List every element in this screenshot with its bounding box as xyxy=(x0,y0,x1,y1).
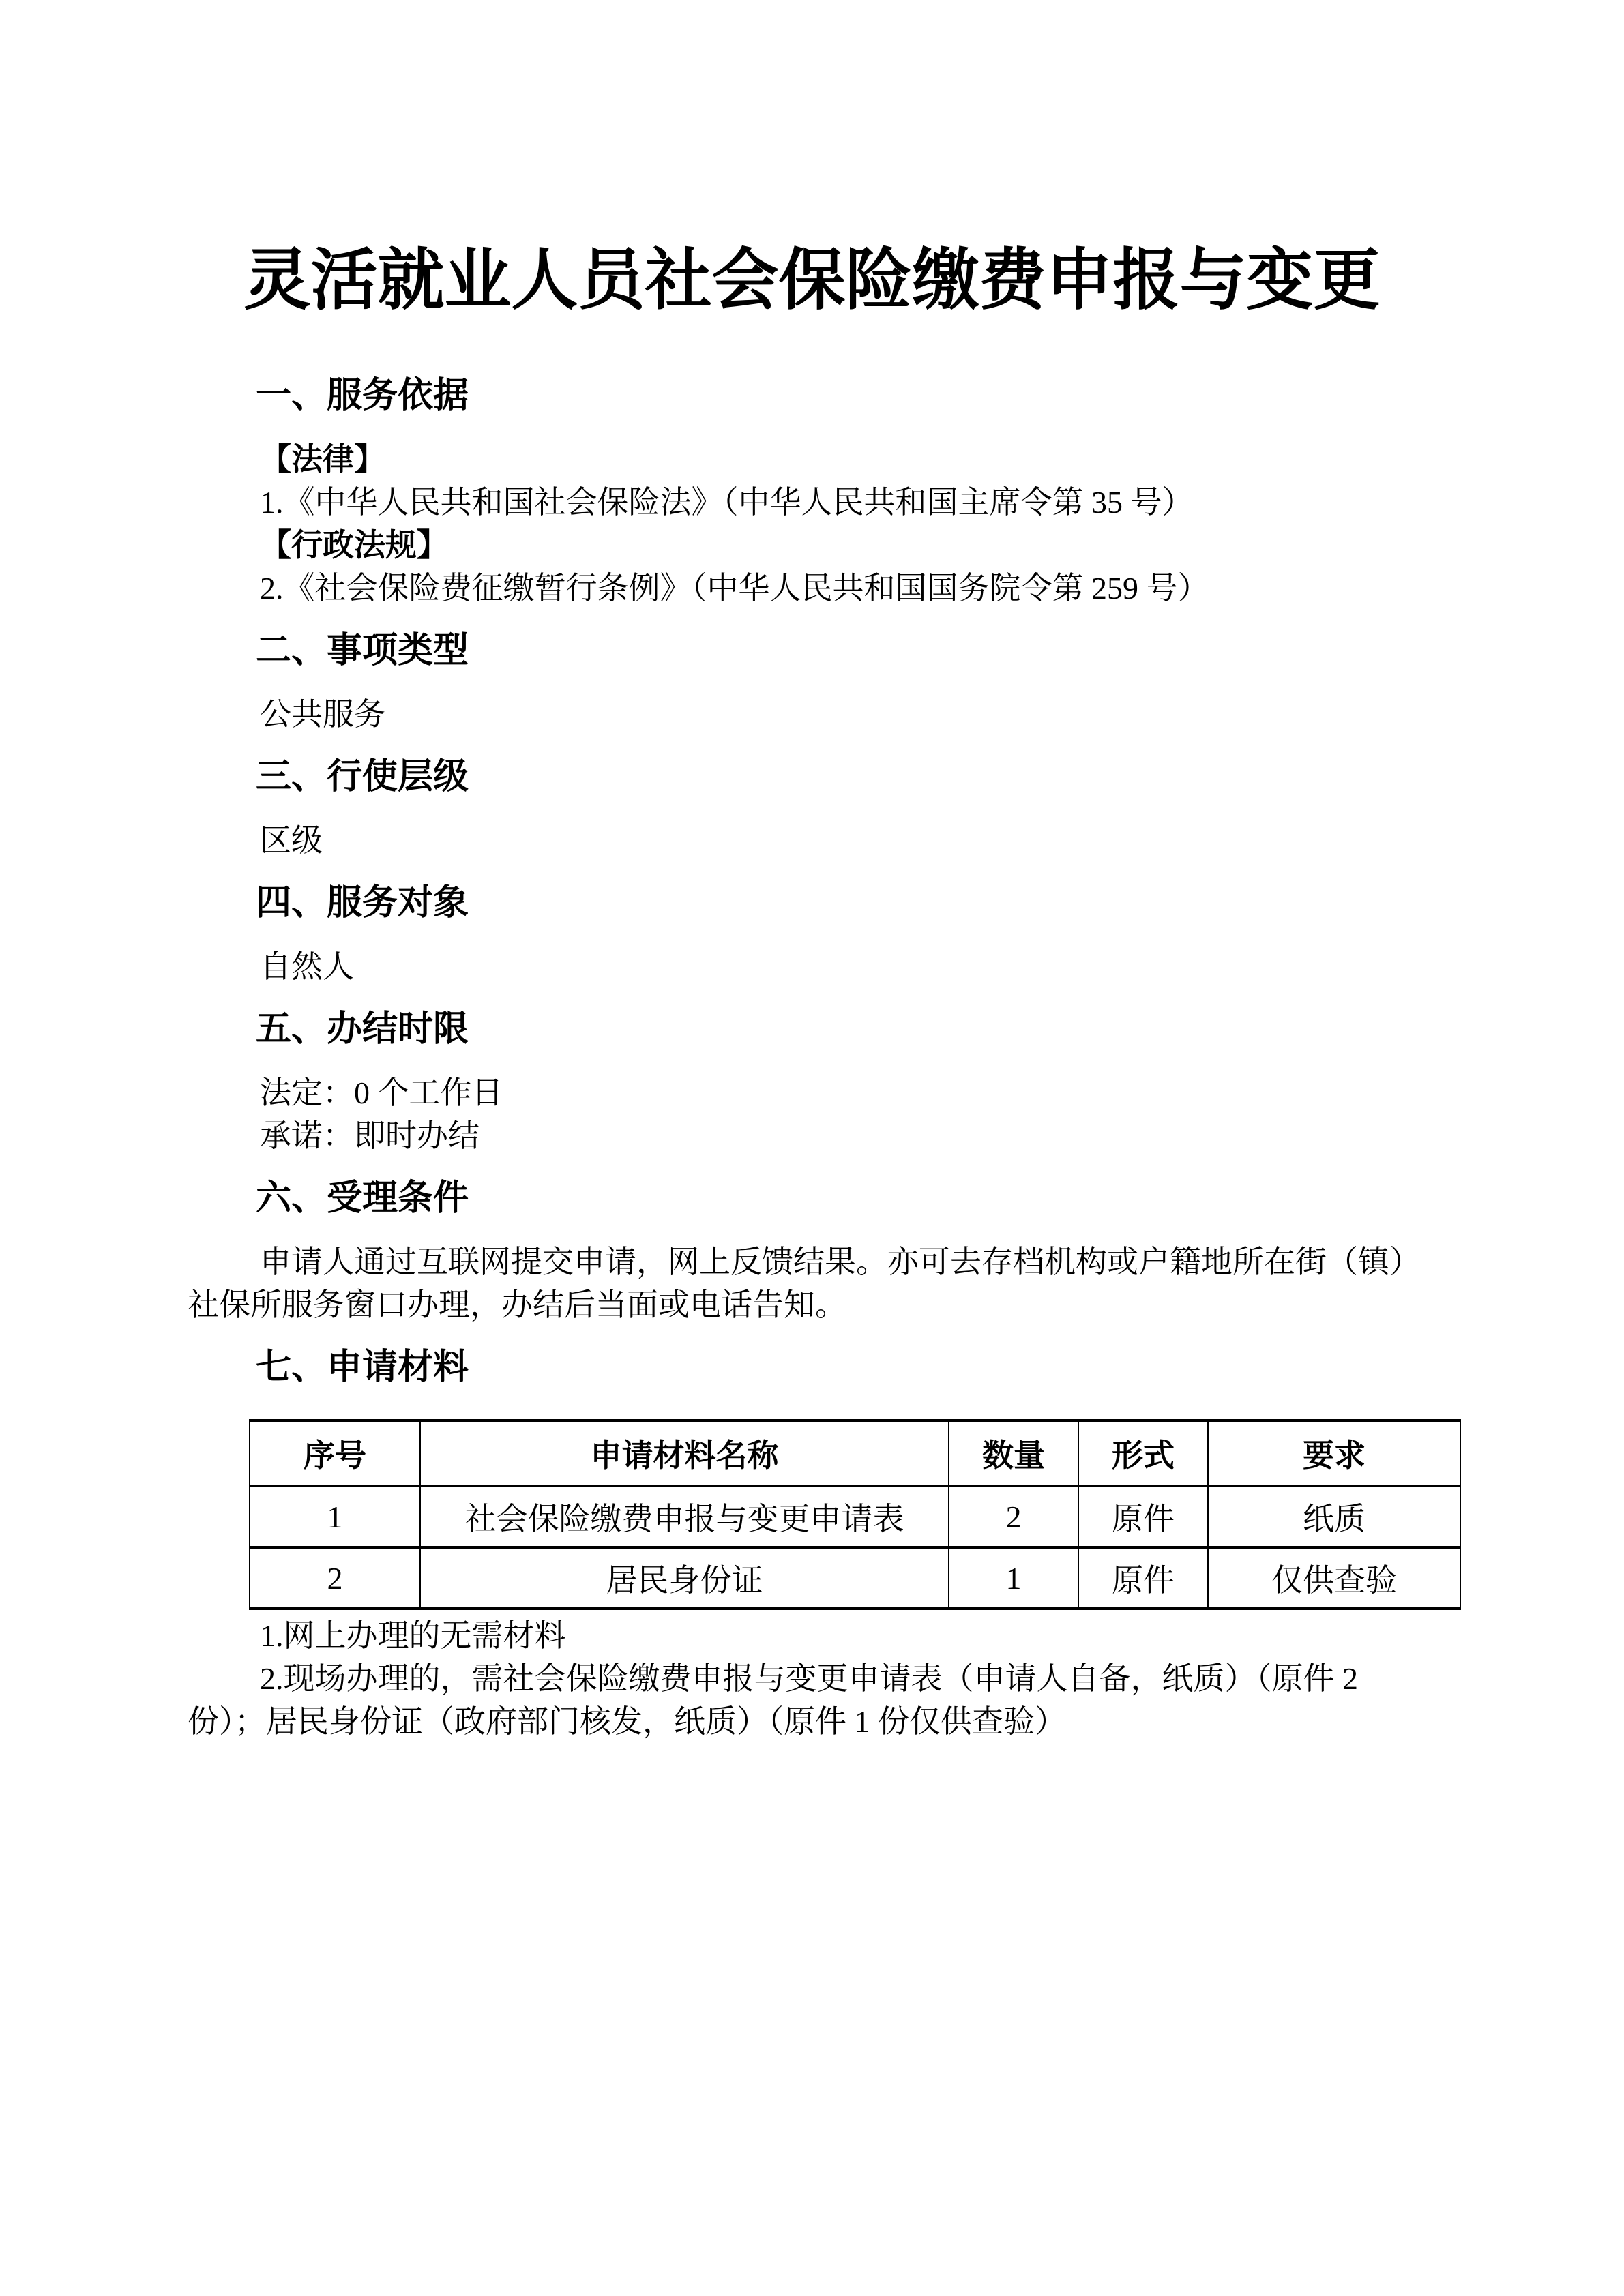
materials-table-header-row xyxy=(250,1420,1460,1486)
materials-note-offline-line-1: 2.现场办理的，需社会保险缴费申报与变更申请表（申请人自备，纸质）（原件 2 xyxy=(260,1661,1358,1696)
materials-note-offline-line-2: 份）；居民身份证（政府部门核发，纸质）（原件 1 份仅供查验） xyxy=(188,1704,1066,1739)
materials-table xyxy=(249,1419,1461,1610)
column-header-form: 形式 xyxy=(1078,1420,1208,1486)
section-heading-service-target: 四、服务对象 xyxy=(256,883,469,923)
regulation-reference-item: 2.《社会保险费征缴暂行条例》（中华人民共和国国务院令第 259 号） xyxy=(260,571,1209,606)
document-title: 灵活就业人员社会保险缴费申报与变更 xyxy=(243,242,1381,317)
law-reference-item: 1.《中华人民共和国社会保险法》（中华人民共和国主席令第 35 号） xyxy=(260,485,1194,520)
cell-quantity: 2 xyxy=(949,1486,1078,1547)
cell-form: 原件 xyxy=(1078,1486,1208,1547)
cell-requirement: 仅供查验 xyxy=(1208,1547,1460,1609)
item-type-value: 公共服务 xyxy=(260,697,385,732)
cell-index: 1 xyxy=(250,1486,420,1547)
section-heading-exercise-level: 三、行使层级 xyxy=(256,757,469,796)
materials-table-row xyxy=(250,1486,1460,1547)
regulation-category-label: 【行政法规】 xyxy=(260,528,448,563)
time-limit-statutory: 法定：0 个工作日 xyxy=(260,1075,503,1110)
section-heading-time-limit: 五、办结时限 xyxy=(256,1009,469,1049)
cell-material-name: 居民身份证 xyxy=(420,1547,949,1609)
section-heading-item-type: 二、事项类型 xyxy=(256,631,469,670)
cell-form: 原件 xyxy=(1078,1547,1208,1609)
column-header-quantity: 数量 xyxy=(949,1420,1078,1486)
materials-note-online: 1.网上办理的无需材料 xyxy=(260,1618,566,1653)
legal-category-label: 【法律】 xyxy=(260,442,385,477)
cell-material-name: 社会保险缴费申报与变更申请表 xyxy=(420,1486,949,1547)
time-limit-promised: 承诺：即时办结 xyxy=(260,1118,479,1153)
section-heading-acceptance-conditions: 六、受理条件 xyxy=(256,1178,469,1218)
column-header-index: 序号 xyxy=(250,1420,420,1486)
cell-requirement: 纸质 xyxy=(1208,1486,1460,1547)
materials-note-offline xyxy=(188,1657,1436,1743)
exercise-level-value: 区级 xyxy=(260,823,323,858)
acceptance-conditions-paragraph xyxy=(188,1240,1436,1326)
cell-quantity: 1 xyxy=(949,1547,1078,1609)
service-target-value: 自然人 xyxy=(260,949,354,984)
acceptance-conditions-line-1: 申请人通过互联网提交申请，网上反馈结果。亦可去存档机构或户籍地所在街（镇） xyxy=(260,1244,1421,1279)
column-header-material-name: 申请材料名称 xyxy=(420,1420,949,1486)
column-header-requirement: 要求 xyxy=(1208,1420,1460,1486)
materials-table-row xyxy=(250,1547,1460,1609)
acceptance-conditions-line-2: 社保所服务窗口办理，办结后当面或电话告知。 xyxy=(188,1287,846,1322)
section-heading-application-materials: 七、申请材料 xyxy=(256,1347,469,1387)
cell-index: 2 xyxy=(250,1547,420,1609)
section-heading-service-basis: 一、服务依据 xyxy=(256,376,469,415)
